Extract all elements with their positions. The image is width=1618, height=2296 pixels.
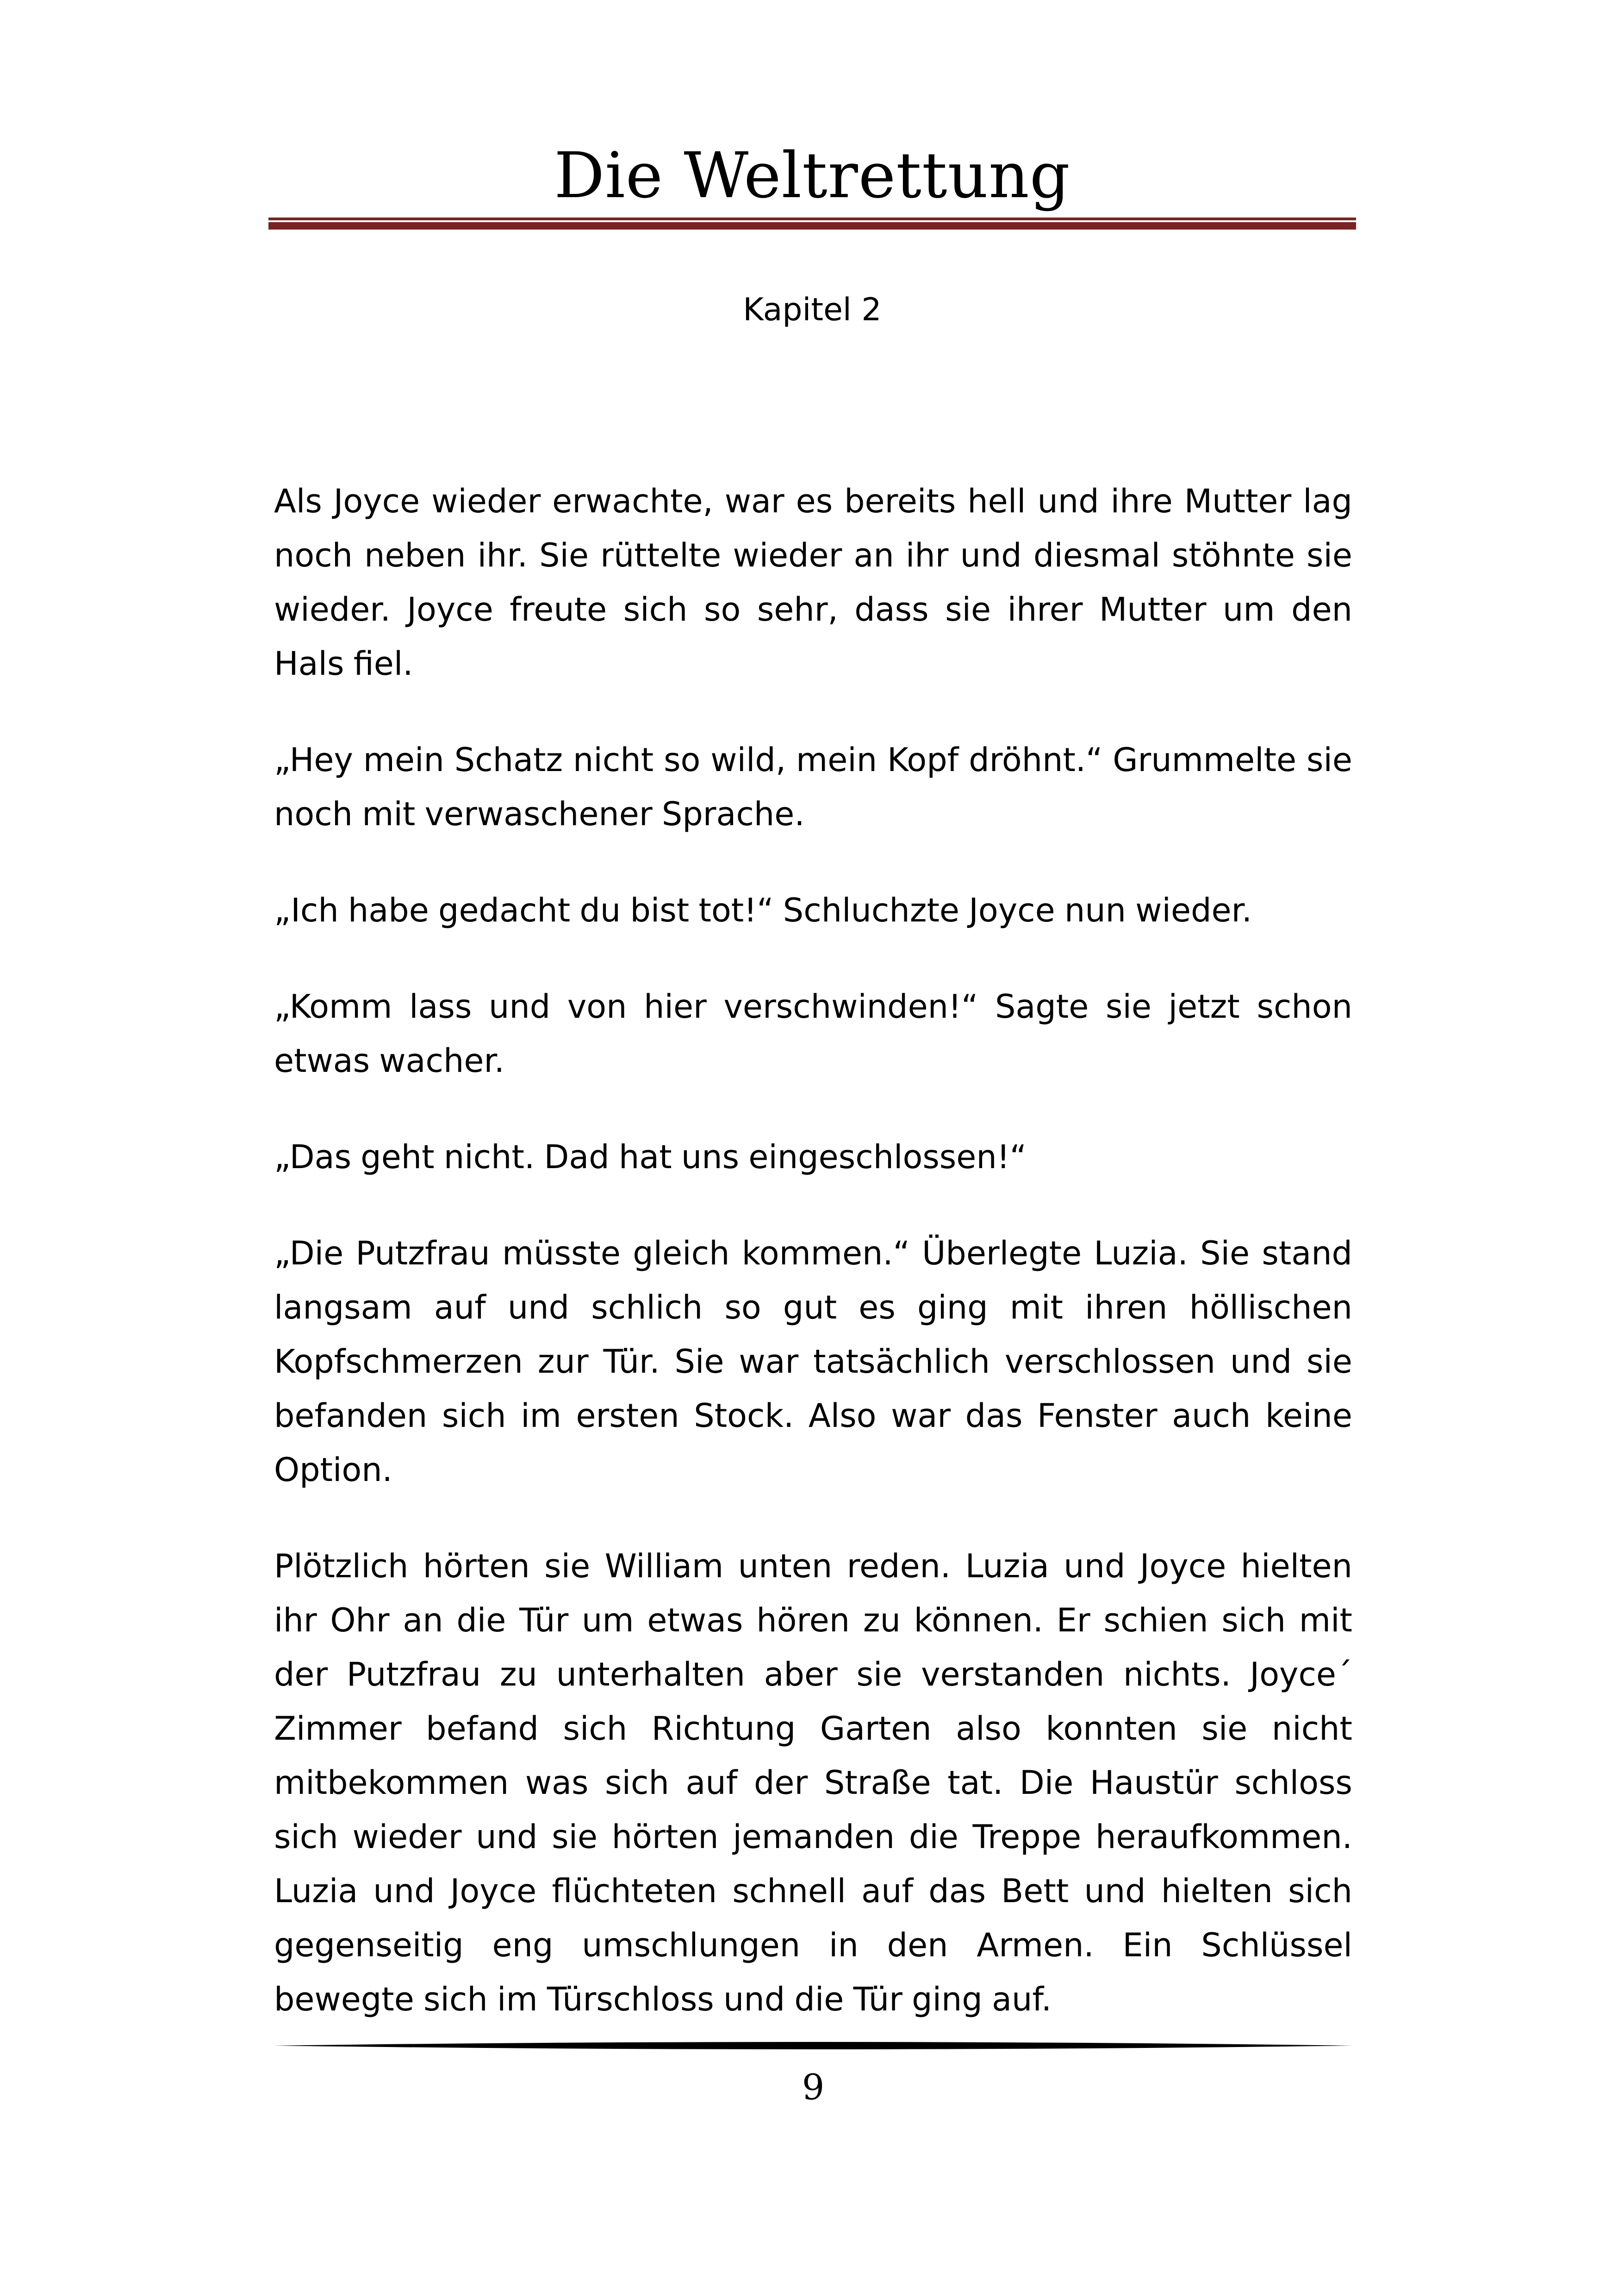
paragraph: „Komm lass und von hier verschwinden!“ Sagte sie jetzt schon etwas wacher. — [274, 988, 1352, 1080]
page-header — [268, 134, 1356, 218]
paragraph: „Hey mein Schatz nicht so wild, mein Kopf dröhnt.“ Grummelte sie noch mit verwaschener Sprache. — [274, 741, 1352, 833]
page-number: 9 — [802, 2066, 825, 2108]
paragraph: „Ich habe gedacht du bist tot!“ Schluchzte Joyce nun wieder. — [274, 891, 1252, 929]
paragraph: „Das geht nicht. Dad hat uns eingeschlossen!“ — [274, 1138, 1027, 1176]
header-rule-thick-line — [268, 222, 1356, 230]
footer-rule — [274, 2036, 1352, 2055]
footer-rule-ornament — [274, 2036, 1352, 2055]
paragraph: Plötzlich hörten sie William unten reden. Luzia und Joyce hielten ihr Ohr an die Tür um etwas hören zu können. Er schien sich mit der Putzfrau zu unterhalten aber sie verstanden nichts. Joyce´ Zimmer befand sich Richtung Garten also konnten sie nicht mitbekommen was sich auf der Straße tat. Die Haustür schloss sich wieder und sie hörten jemanden die Treppe heraufkommen. Luzia und Joyce flüchteten schnell auf das Bett und hielten sich gegenseitig eng umschlungen in den Armen. Ein Schlüssel bewegte sich im Türschloss und die Tür ging auf. — [274, 1547, 1352, 2018]
book-title: Die Weltrettung — [554, 139, 1070, 212]
header-rule — [268, 218, 1356, 230]
paragraph: „Die Putzfrau müsste gleich kommen.“ Überlegte Luzia. Sie stand langsam auf und schlich so gut es ging mit ihren höllischen Kopfschmerzen zur Tür. Sie war tatsächlich verschlossen und sie befanden sich im ersten Stock. Also war das Fenster auch keine Option. — [274, 1234, 1352, 1489]
chapter-body — [274, 474, 1352, 2069]
paragraph: Als Joyce wieder erwachte, war es bereits hell und ihre Mutter lag noch neben ihr. Sie rüttelte wieder an ihr und diesmal stöhnte sie wieder. Joyce freute sich so sehr, dass sie ihrer Mutter um den Hals fiel. — [274, 482, 1352, 683]
chapter-heading: Kapitel 2 — [743, 292, 882, 328]
header-rule-thin-line — [268, 218, 1356, 220]
